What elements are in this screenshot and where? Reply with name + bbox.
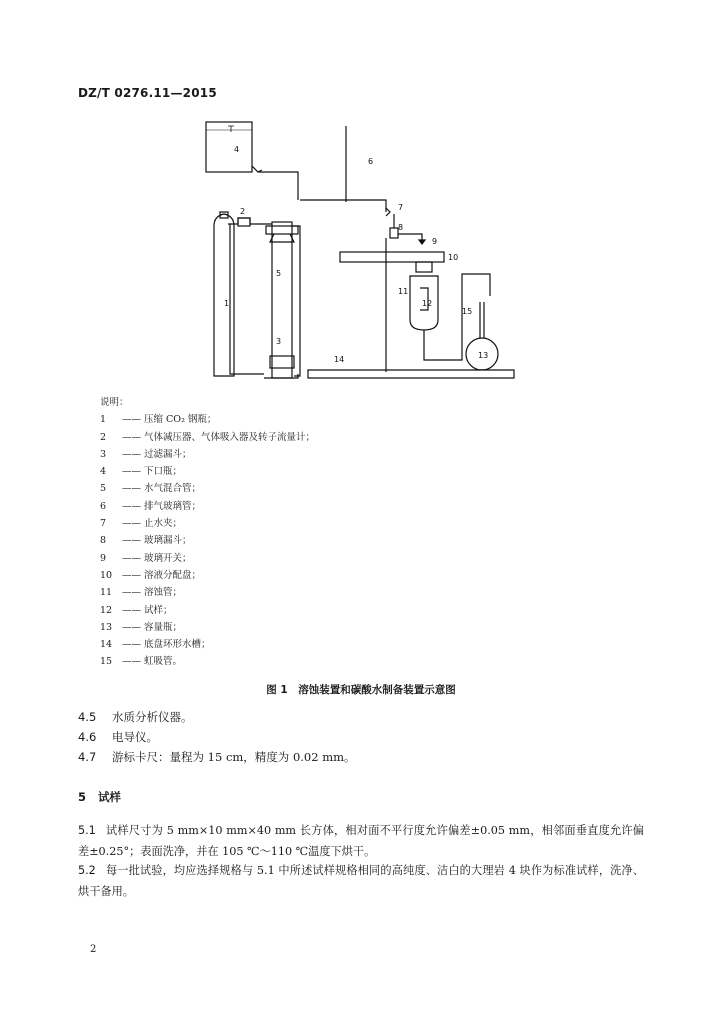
legend-item: 3 —— 过滤漏斗； xyxy=(100,448,192,460)
label-1: 1 xyxy=(224,299,230,308)
mixing-tube-top-funnel xyxy=(266,226,298,234)
mixing-tube-bottom-line xyxy=(264,374,298,378)
figure-caption: 图 1 溶蚀装置和碳酸水制备装置示意图 xyxy=(266,684,456,696)
page-number: 2 xyxy=(90,944,97,955)
legend-item: 2 —— 气体减压器、气体吸入器及转子流量计； xyxy=(100,431,316,443)
legend-item: 9 —— 玻璃开关； xyxy=(100,552,192,564)
standard-code-header: DZ/T 0276.11—2015 xyxy=(78,86,217,100)
label-5: 5 xyxy=(276,269,282,278)
mixing-tube-funnel-cone xyxy=(270,234,294,242)
mixing-tube-return-line xyxy=(292,226,300,376)
mixing-tube-5 xyxy=(272,222,292,378)
legend-item: 6 —— 排气玻璃管； xyxy=(100,500,202,512)
label-15: 15 xyxy=(462,307,473,316)
legend-item: 14 —— 底盘环形水槽； xyxy=(100,639,211,651)
apparatus-diagram xyxy=(200,116,520,386)
co2-cylinder-1 xyxy=(214,212,234,376)
legend-title: 说明： xyxy=(100,397,129,408)
label-4: 4 xyxy=(234,145,240,154)
clause-4-7: 4.7 游标卡尺：量程为 15 cm，精度为 0.02 mm。 xyxy=(78,750,356,764)
label-7: 7 xyxy=(398,203,404,212)
clause-5-2: 5.2 每一批试验，均应选择规格与 5.1 中所述试样规格相同的高纯度、洁白的大理岩 4 块作为标准试样，洗净、烘干备用。 xyxy=(78,864,644,898)
label-10: 10 xyxy=(448,253,459,262)
corrosion-tube-11 xyxy=(410,262,438,330)
glass-switch-9 xyxy=(398,234,422,244)
label-6: 6 xyxy=(368,157,374,166)
glass-funnel-8 xyxy=(390,228,398,238)
label-3: 3 xyxy=(276,337,282,346)
label-8: 8 xyxy=(398,223,404,232)
legend-item: 13 —— 容量瓶； xyxy=(100,621,183,633)
bottle-outlet-tube xyxy=(258,172,298,200)
filter-funnel-3 xyxy=(270,356,294,368)
label-13: 13 xyxy=(478,351,489,360)
top-connecting-tube xyxy=(300,200,386,212)
legend-item: 10 —— 溶液分配盘； xyxy=(100,569,202,581)
section-heading-5: 5 试样 xyxy=(78,790,121,804)
legend-item: 15 —— 虹吸管。 xyxy=(100,656,183,668)
legend-item: 5 —— 水气混合管； xyxy=(100,483,202,495)
label-12: 12 xyxy=(422,299,433,308)
label-11: 11 xyxy=(398,287,409,296)
label-9: 9 xyxy=(432,237,438,246)
glass-switch-arrow xyxy=(419,240,425,244)
figure-legend xyxy=(100,394,315,671)
legend-item: 4 —— 下口瓶； xyxy=(100,466,183,478)
legend-item: 7 —— 止水夹； xyxy=(100,518,183,530)
label-14: 14 xyxy=(334,355,345,364)
flowmeter-body xyxy=(238,218,250,226)
legend-item: 8 —— 玻璃漏斗； xyxy=(100,535,192,547)
legend-item: 12 —— 试样； xyxy=(100,604,173,616)
gas-line xyxy=(230,224,264,374)
base-tray-14 xyxy=(308,370,514,378)
lower-outlet-bottle-4 xyxy=(206,122,252,172)
legend-item: 1 —— 压缩 CO₂ 钢瓶； xyxy=(100,414,217,426)
label-2: 2 xyxy=(240,207,246,216)
bottle-outlet-valve xyxy=(252,166,262,172)
distribution-plate-10 xyxy=(340,252,444,262)
clause-4-6: 4.6 电导仪。 xyxy=(78,730,158,744)
legend-item: 11 —— 溶蚀管； xyxy=(100,587,183,599)
clause-5-1: 5.1 试样尺寸为 5 mm×10 mm×40 mm 长方体，相对面不平行度允许偏差±0.05 mm，相邻面垂直度允许偏差±0.25°；表面洗净，并在 105 ℃～110 ℃温度下烘干。 xyxy=(78,824,644,858)
clause-4-5: 4.5 水质分析仪器。 xyxy=(78,710,193,724)
